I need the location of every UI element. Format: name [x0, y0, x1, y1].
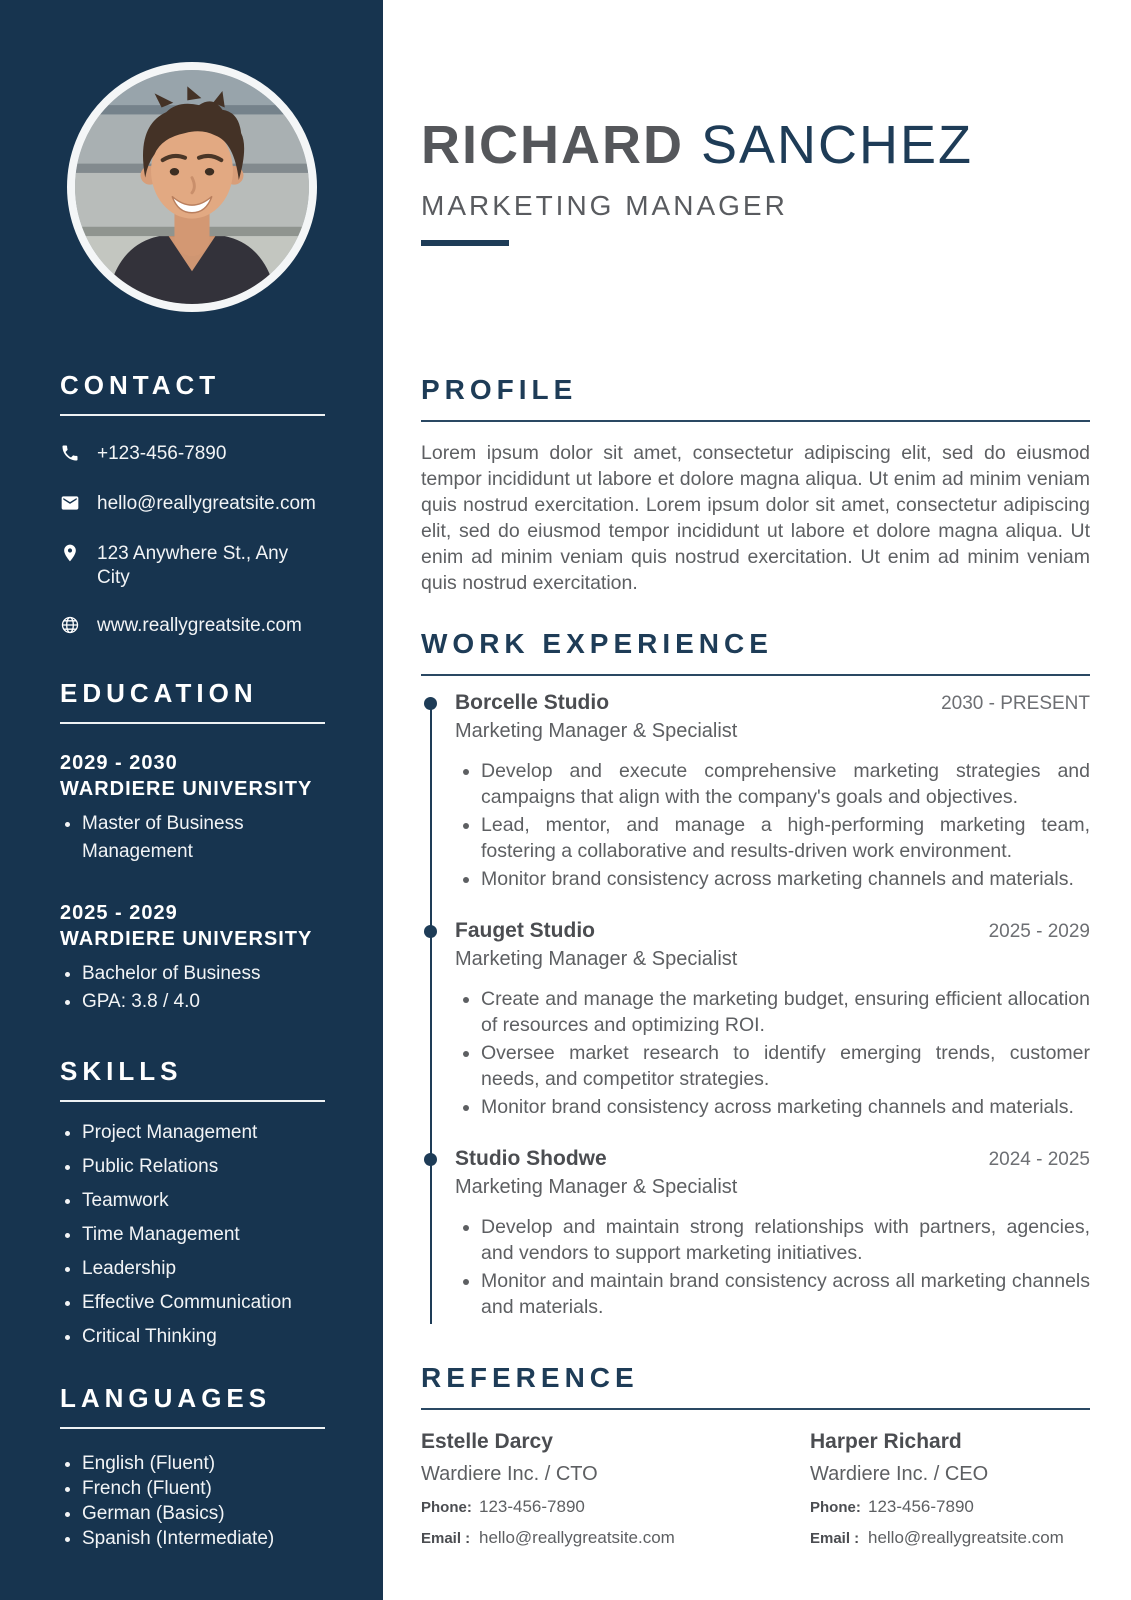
- job-role: Marketing Manager & Specialist: [455, 948, 738, 970]
- contact-item-email: [60, 492, 325, 518]
- contact-item-address: [60, 542, 325, 590]
- skill-item: • Leadership: [82, 1258, 325, 1279]
- job-header: [455, 690, 1090, 716]
- reference-phone-row: [421, 1497, 810, 1517]
- reference-entry: [810, 1430, 1090, 1548]
- job-company: Studio Shodwe: [455, 1147, 607, 1170]
- languages-heading: LANGUAGES: [60, 1383, 325, 1429]
- jobs-timeline: [421, 690, 1090, 1320]
- job-bullet: • Monitor brand consistency across marketing channels and materials.: [481, 1094, 1090, 1120]
- timeline-dot: [424, 1153, 437, 1166]
- reference-phone-row: [810, 1497, 1090, 1517]
- contact-item-phone: [60, 442, 325, 468]
- job-dates: 2024 - 2025: [988, 1149, 1090, 1170]
- job-company: Fauget Studio: [455, 919, 595, 942]
- contact-email: hello@reallygreatsite.com: [97, 493, 316, 514]
- job-bullet: • Monitor and maintain brand consistency across all marketing channels and materials.: [481, 1268, 1090, 1320]
- job-entry: [455, 1146, 1090, 1320]
- reference-email: hello@reallygreatsite.com: [868, 1528, 1064, 1547]
- job-title: MARKETING MANAGER: [421, 190, 788, 221]
- education-heading: EDUCATION: [60, 678, 325, 724]
- last-name: SANCHEZ: [701, 115, 974, 175]
- profile-heading: PROFILE: [421, 374, 1090, 422]
- reference-name: Harper Richard: [810, 1430, 962, 1453]
- contact-address: 123 Anywhere St., Any City: [97, 543, 289, 588]
- reference-grid: [421, 1430, 1090, 1548]
- skills-heading: SKILLS: [60, 1056, 325, 1102]
- skill-item: • Critical Thinking: [82, 1326, 325, 1347]
- skill-item: • Public Relations: [82, 1156, 325, 1177]
- timeline-dot: [424, 925, 437, 938]
- job-bullet: • Create and manage the marketing budget, ensuring efficient allocation of resources and optimizing ROI.: [481, 986, 1090, 1038]
- profile-photo-illustration: [75, 70, 309, 304]
- email-label: Email :: [810, 1530, 860, 1547]
- skill-item: • Project Management: [82, 1122, 325, 1143]
- skills-list: [60, 1122, 325, 1347]
- language-item: • Spanish (Intermediate): [82, 1528, 325, 1549]
- job-company: Borcelle Studio: [455, 691, 610, 714]
- sidebar: [0, 0, 383, 1600]
- phone-icon: [60, 443, 80, 463]
- skill-item: • Time Management: [82, 1224, 325, 1245]
- job-bullets: [455, 1214, 1090, 1320]
- job-entry: [455, 690, 1090, 892]
- reference-email: hello@reallygreatsite.com: [479, 1528, 675, 1547]
- skill-item: • Teamwork: [82, 1190, 325, 1211]
- reference-email-row: [810, 1528, 1090, 1548]
- languages-list: [60, 1453, 325, 1549]
- email-icon: [60, 493, 80, 513]
- contact-website: www.reallygreatsite.com: [97, 615, 302, 636]
- job-bullets: [455, 758, 1090, 892]
- contact-item-website: [60, 614, 325, 640]
- job-role: Marketing Manager & Specialist: [455, 720, 738, 742]
- work-experience-section: [421, 628, 1090, 1320]
- job-dates: 2025 - 2029: [988, 921, 1090, 942]
- globe-icon: [60, 615, 80, 635]
- work-experience-heading: WORK EXPERIENCE: [421, 628, 1090, 676]
- skills-section: [0, 1056, 383, 1347]
- education-detail: • Bachelor of Business: [82, 960, 325, 988]
- job-bullet: • Develop and maintain strong relationships with partners, agencies, and vendors to support marketing initiatives.: [481, 1214, 1090, 1266]
- reference-section: [421, 1362, 1090, 1548]
- contact-phone: +123-456-7890: [97, 443, 227, 464]
- phone-label: Phone:: [421, 1499, 472, 1516]
- job-bullet: • Lead, mentor, and manage a high-performing marketing team, fostering a collaborative and results-driven work environment.: [481, 812, 1090, 864]
- reference-phone: 123-456-7890: [868, 1497, 974, 1516]
- education-years: 2029 - 2030: [60, 752, 178, 774]
- email-label: Email :: [421, 1530, 471, 1547]
- reference-entry: [421, 1430, 810, 1548]
- education-details: [60, 810, 325, 866]
- profile-text: Lorem ipsum dolor sit amet, consectetur adipiscing elit, sed do eiusmod tempor incididunt ut labore et dolore magna aliqua. Ut enim ad minim veniam quis nostrud exercitation. Lorem ipsum dolor sit amet, consectetur adipiscing elit, sed do eiusmod tempor incididunt ut labore et dolore magna aliqua. Ut enim ad minim veniam quis nostrud exercitation. Ut enim ad minim veniam quis nostrud exercitation.: [421, 442, 1090, 594]
- contact-heading: CONTACT: [60, 370, 325, 416]
- person-name: [421, 116, 1090, 174]
- language-item: • German (Basics): [82, 1503, 325, 1524]
- job-bullet: • Develop and execute comprehensive marketing strategies and campaigns that align with the company's goals and objectives.: [481, 758, 1090, 810]
- resume-header: [421, 116, 1090, 246]
- reference-company-role: Wardiere Inc. / CTO: [421, 1463, 598, 1485]
- timeline-dot: [424, 697, 437, 710]
- timeline-line: [430, 702, 432, 1324]
- contact-section: [0, 370, 383, 640]
- first-name: RICHARD: [421, 115, 684, 175]
- education-section: [0, 678, 383, 1016]
- education-entry: [60, 750, 325, 866]
- contact-list: [60, 442, 325, 640]
- education-school: WARDIERE UNIVERSITY: [60, 778, 313, 800]
- job-entry: [455, 918, 1090, 1120]
- education-entry: [60, 900, 325, 1016]
- job-dates: 2030 - PRESENT: [941, 693, 1090, 714]
- education-details: [60, 960, 325, 1016]
- language-item: • French (Fluent): [82, 1478, 325, 1499]
- reference-phone: 123-456-7890: [479, 1497, 585, 1516]
- reference-heading: REFERENCE: [421, 1362, 1090, 1410]
- job-bullet: • Monitor brand consistency across marketing channels and materials.: [481, 866, 1090, 892]
- job-header: [455, 918, 1090, 944]
- phone-label: Phone:: [810, 1499, 861, 1516]
- profile-photo: [67, 62, 317, 312]
- job-header: [455, 1146, 1090, 1172]
- job-role: Marketing Manager & Specialist: [455, 1176, 738, 1198]
- job-bullets: [455, 986, 1090, 1120]
- profile-section: [421, 374, 1090, 596]
- education-detail: • GPA: 3.8 / 4.0: [82, 988, 325, 1016]
- skill-item: • Effective Communication: [82, 1292, 325, 1313]
- education-years: 2025 - 2029: [60, 902, 178, 924]
- education-school: WARDIERE UNIVERSITY: [60, 928, 313, 950]
- reference-name: Estelle Darcy: [421, 1430, 553, 1453]
- accent-bar: [421, 240, 509, 246]
- main-content: [383, 0, 1131, 1600]
- education-detail: • Master of Business Management: [82, 810, 325, 866]
- job-bullet: • Oversee market research to identify emerging trends, customer needs, and competitor strategies.: [481, 1040, 1090, 1092]
- location-icon: [60, 543, 80, 563]
- languages-section: [0, 1383, 383, 1549]
- reference-email-row: [421, 1528, 810, 1548]
- reference-company-role: Wardiere Inc. / CEO: [810, 1463, 989, 1485]
- language-item: • English (Fluent): [82, 1453, 325, 1474]
